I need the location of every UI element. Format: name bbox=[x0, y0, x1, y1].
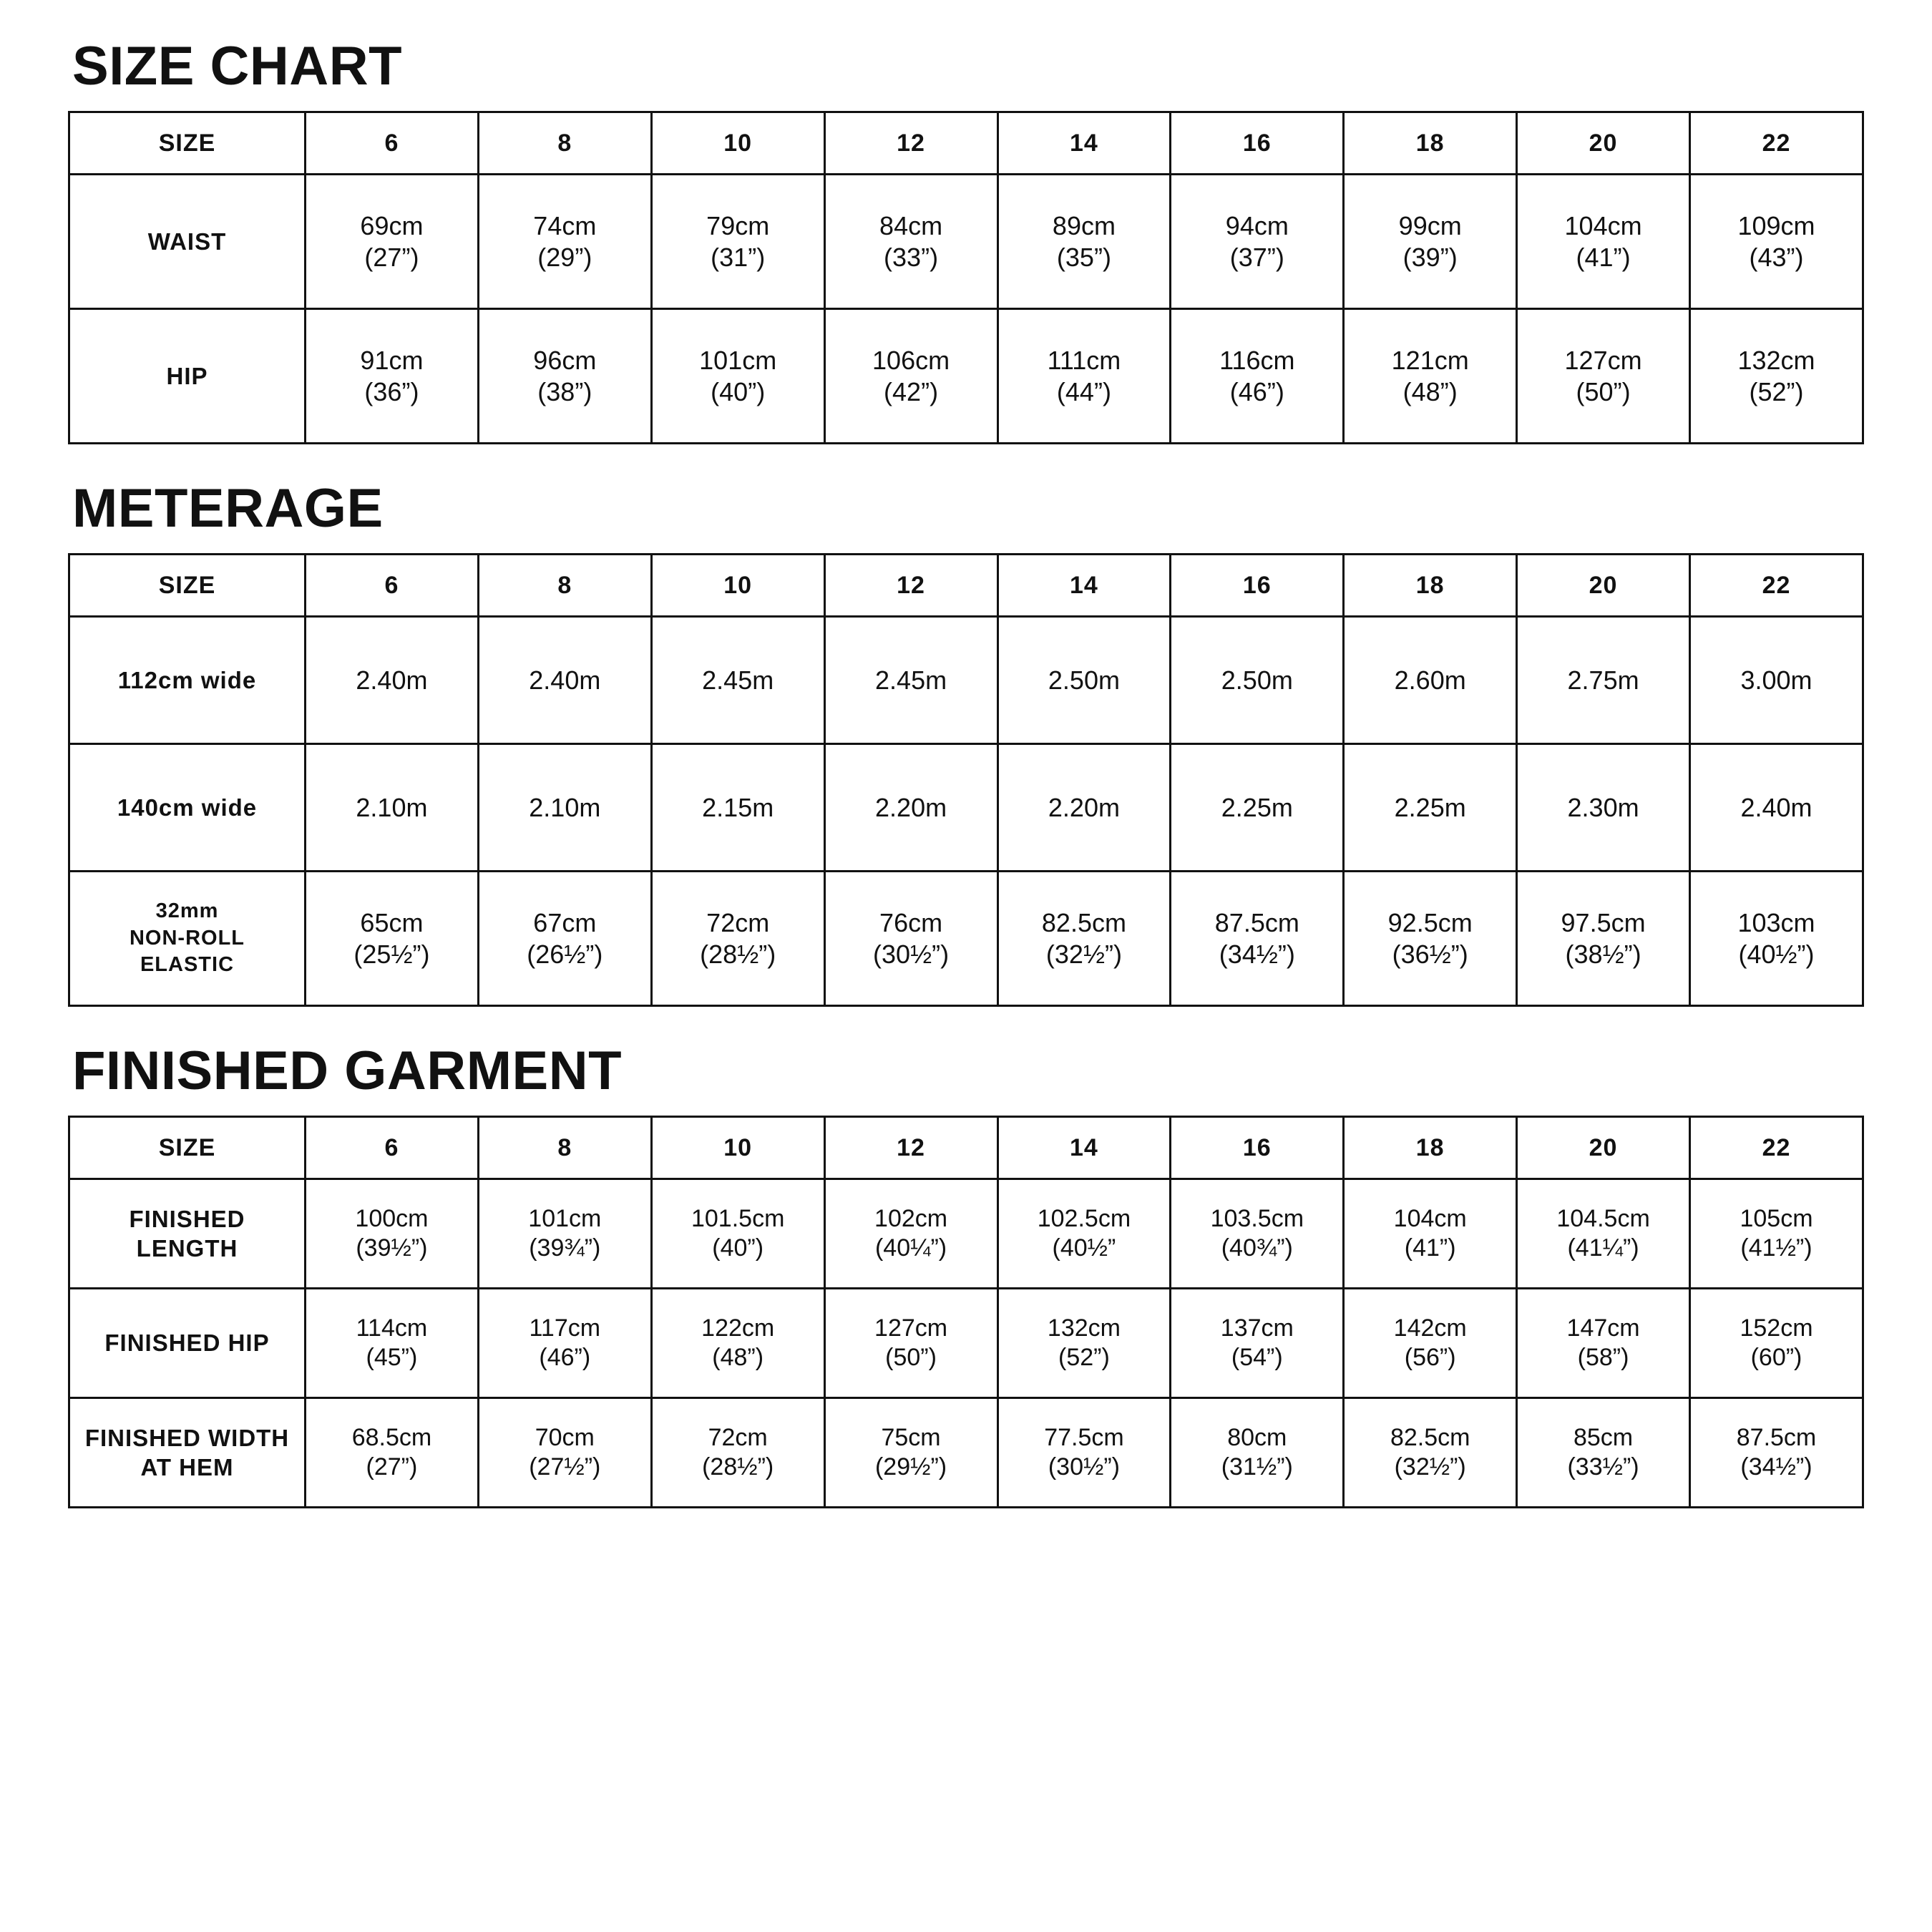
data-cell bbox=[1344, 744, 1517, 872]
data-cell bbox=[1690, 1398, 1863, 1508]
cell-metric: 111cm bbox=[1047, 345, 1121, 375]
cell-metric: 72cm bbox=[706, 907, 770, 937]
data-cell bbox=[651, 1289, 824, 1398]
cell-metric: 104cm bbox=[1564, 210, 1642, 240]
table-row bbox=[69, 872, 1863, 1006]
cell-metric: 67cm bbox=[533, 907, 597, 937]
cell-imperial: (52”) bbox=[1058, 1344, 1110, 1371]
data-cell bbox=[651, 744, 824, 872]
cell-metric: 82.5cm bbox=[1390, 1423, 1470, 1451]
header-cell: 20 bbox=[1517, 112, 1690, 175]
cell-metric: 109cm bbox=[1737, 210, 1815, 240]
cell-imperial: (42”) bbox=[884, 376, 939, 406]
row-label: HIP bbox=[69, 309, 306, 444]
section-title-finished-garment: FINISHED GARMENT bbox=[72, 1040, 622, 1101]
cell-imperial: (29”) bbox=[537, 242, 592, 272]
header-cell: 14 bbox=[997, 112, 1171, 175]
cell-imperial: (30½”) bbox=[1048, 1453, 1120, 1480]
data-cell bbox=[1171, 744, 1344, 872]
header-cell: 10 bbox=[651, 1117, 824, 1179]
section-finished-garment bbox=[68, 1040, 1864, 1508]
cell-metric: 132cm bbox=[1047, 1314, 1121, 1342]
data-cell bbox=[651, 872, 824, 1006]
table-row bbox=[69, 1398, 1863, 1508]
cell-metric: 99cm bbox=[1398, 210, 1462, 240]
data-cell bbox=[306, 872, 479, 1006]
cell-imperial: (34½”) bbox=[1219, 939, 1295, 969]
header-cell: 22 bbox=[1690, 1117, 1863, 1179]
header-cell: 6 bbox=[306, 112, 479, 175]
cell-metric: 77.5cm bbox=[1044, 1423, 1124, 1451]
cell-imperial: (30½”) bbox=[873, 939, 950, 969]
table-header-row bbox=[69, 112, 1863, 175]
cell-imperial: (28½”) bbox=[700, 939, 776, 969]
cell-metric: 80cm bbox=[1227, 1423, 1287, 1451]
row-label bbox=[69, 1179, 306, 1289]
header-cell: 20 bbox=[1517, 555, 1690, 617]
data-cell bbox=[478, 1289, 651, 1398]
cell-imperial: (44”) bbox=[1056, 376, 1111, 406]
cell-metric: 101cm bbox=[528, 1204, 602, 1232]
cell-metric: 103.5cm bbox=[1210, 1204, 1304, 1232]
data-cell bbox=[1344, 175, 1517, 309]
data-cell bbox=[478, 872, 651, 1006]
cell-imperial: (39¾”) bbox=[529, 1234, 601, 1262]
header-cell: SIZE bbox=[69, 555, 306, 617]
cell-metric: 103cm bbox=[1737, 907, 1815, 937]
cell-imperial: (37”) bbox=[1229, 242, 1284, 272]
cell-metric: 70cm bbox=[535, 1423, 595, 1451]
data-cell bbox=[1690, 872, 1863, 1006]
data-cell bbox=[1344, 309, 1517, 444]
row-label-line: LENGTH bbox=[136, 1235, 238, 1262]
cell-imperial: (31½”) bbox=[1221, 1453, 1293, 1480]
cell-value: 2.60m bbox=[1394, 665, 1466, 695]
row-label-line: AT HEM bbox=[140, 1454, 234, 1480]
cell-imperial: (33½”) bbox=[1567, 1453, 1639, 1480]
cell-metric: 114cm bbox=[356, 1314, 428, 1342]
cell-metric: 94cm bbox=[1225, 210, 1289, 240]
data-cell bbox=[1517, 309, 1690, 444]
section-title-size-chart: SIZE CHART bbox=[72, 36, 402, 97]
cell-value: 2.20m bbox=[1048, 792, 1120, 822]
cell-imperial: (36”) bbox=[364, 376, 419, 406]
cell-metric: 105cm bbox=[1740, 1204, 1813, 1232]
cell-metric: 97.5cm bbox=[1561, 907, 1646, 937]
cell-imperial: (39”) bbox=[1402, 242, 1458, 272]
cell-imperial: (60”) bbox=[1750, 1344, 1802, 1371]
finished-garment-table bbox=[68, 1116, 1864, 1508]
data-cell bbox=[1690, 175, 1863, 309]
cell-imperial: (41”) bbox=[1404, 1234, 1456, 1262]
cell-imperial: (35”) bbox=[1056, 242, 1111, 272]
cell-metric: 104.5cm bbox=[1556, 1204, 1650, 1232]
data-cell bbox=[997, 872, 1171, 1006]
header-cell: 20 bbox=[1517, 1117, 1690, 1179]
data-cell bbox=[478, 309, 651, 444]
cell-value: 2.15m bbox=[702, 792, 774, 822]
cell-imperial: (48”) bbox=[712, 1344, 764, 1371]
data-cell bbox=[478, 1398, 651, 1508]
cell-metric: 152cm bbox=[1740, 1314, 1813, 1342]
data-cell bbox=[824, 1289, 997, 1398]
data-cell bbox=[478, 175, 651, 309]
data-cell bbox=[1690, 1179, 1863, 1289]
data-cell bbox=[997, 309, 1171, 444]
cell-metric: 92.5cm bbox=[1387, 907, 1473, 937]
data-cell bbox=[1171, 1289, 1344, 1398]
section-size-chart bbox=[68, 36, 1864, 444]
data-cell bbox=[1344, 1289, 1517, 1398]
cell-imperial: (41½”) bbox=[1740, 1234, 1813, 1262]
cell-imperial: (39½”) bbox=[356, 1234, 428, 1262]
data-cell bbox=[1171, 617, 1344, 744]
header-cell: 22 bbox=[1690, 555, 1863, 617]
data-cell bbox=[824, 309, 997, 444]
data-cell bbox=[478, 617, 651, 744]
cell-value: 2.75m bbox=[1567, 665, 1639, 695]
data-cell bbox=[306, 1179, 479, 1289]
cell-imperial: (41”) bbox=[1576, 242, 1631, 272]
cell-imperial: (45”) bbox=[366, 1344, 418, 1371]
header-cell: 10 bbox=[651, 112, 824, 175]
cell-metric: 101cm bbox=[699, 345, 777, 375]
size-chart-table bbox=[68, 111, 1864, 444]
row-label-line: FINISHED bbox=[129, 1205, 245, 1232]
table-header-row bbox=[69, 555, 1863, 617]
cell-imperial: (25½”) bbox=[353, 939, 430, 969]
data-cell bbox=[651, 175, 824, 309]
cell-metric: 87.5cm bbox=[1736, 1423, 1817, 1451]
cell-metric: 85cm bbox=[1573, 1423, 1634, 1451]
cell-imperial: (58”) bbox=[1577, 1344, 1629, 1371]
cell-imperial: (48”) bbox=[1402, 376, 1458, 406]
table-row bbox=[69, 1289, 1863, 1398]
cell-metric: 127cm bbox=[874, 1314, 948, 1342]
cell-imperial: (52”) bbox=[1749, 376, 1804, 406]
cell-metric: 87.5cm bbox=[1214, 907, 1299, 937]
cell-imperial: (28½”) bbox=[702, 1453, 774, 1480]
cell-metric: 102.5cm bbox=[1037, 1204, 1131, 1232]
data-cell bbox=[651, 1179, 824, 1289]
data-cell bbox=[1517, 1289, 1690, 1398]
cell-metric: 137cm bbox=[1220, 1314, 1294, 1342]
cell-metric: 75cm bbox=[881, 1423, 941, 1451]
cell-imperial: (27”) bbox=[364, 242, 419, 272]
data-cell bbox=[306, 744, 479, 872]
data-cell bbox=[1171, 872, 1344, 1006]
data-cell bbox=[306, 617, 479, 744]
meterage-table bbox=[68, 553, 1864, 1007]
data-cell bbox=[1517, 1398, 1690, 1508]
data-cell bbox=[306, 1289, 479, 1398]
row-label-line: FINISHED WIDTH bbox=[84, 1424, 290, 1451]
cell-metric: 74cm bbox=[533, 210, 597, 240]
data-cell bbox=[1344, 617, 1517, 744]
data-cell bbox=[1690, 617, 1863, 744]
header-cell: 16 bbox=[1171, 112, 1344, 175]
cell-value: 2.25m bbox=[1221, 792, 1293, 822]
row-label bbox=[69, 872, 306, 1006]
row-label: FINISHED HIP bbox=[69, 1289, 306, 1398]
data-cell bbox=[1171, 1398, 1344, 1508]
cell-imperial: (46”) bbox=[1229, 376, 1284, 406]
header-cell: 18 bbox=[1344, 1117, 1517, 1179]
header-cell: 6 bbox=[306, 555, 479, 617]
cell-imperial: (38”) bbox=[537, 376, 592, 406]
cell-imperial: (27½”) bbox=[529, 1453, 601, 1480]
cell-imperial: (40”) bbox=[712, 1234, 764, 1262]
table-header-row bbox=[69, 1117, 1863, 1179]
cell-value: 2.10m bbox=[356, 792, 428, 822]
cell-imperial: (41¼”) bbox=[1567, 1234, 1639, 1262]
cell-metric: 122cm bbox=[701, 1314, 775, 1342]
section-title-meterage: METERAGE bbox=[72, 478, 384, 539]
cell-imperial: (40½” bbox=[1052, 1234, 1116, 1262]
cell-imperial: (33”) bbox=[884, 242, 939, 272]
data-cell bbox=[651, 617, 824, 744]
cell-value: 2.45m bbox=[702, 665, 774, 695]
cell-metric: 79cm bbox=[706, 210, 770, 240]
data-cell bbox=[651, 309, 824, 444]
cell-metric: 102cm bbox=[874, 1204, 948, 1232]
data-cell bbox=[306, 309, 479, 444]
data-cell bbox=[824, 872, 997, 1006]
row-label: WAIST bbox=[69, 175, 306, 309]
cell-imperial: (54”) bbox=[1231, 1344, 1283, 1371]
table-row bbox=[69, 1179, 1863, 1289]
cell-metric: 65cm bbox=[360, 907, 424, 937]
row-label: 112cm wide bbox=[69, 617, 306, 744]
cell-imperial: (31”) bbox=[711, 242, 766, 272]
data-cell bbox=[1344, 1398, 1517, 1508]
cell-value: 2.45m bbox=[875, 665, 947, 695]
data-cell bbox=[1171, 1179, 1344, 1289]
row-label: 140cm wide bbox=[69, 744, 306, 872]
cell-metric: 72cm bbox=[708, 1423, 768, 1451]
data-cell bbox=[1517, 872, 1690, 1006]
data-cell bbox=[1517, 175, 1690, 309]
row-label-line: NON-ROLL bbox=[129, 926, 245, 950]
data-cell bbox=[306, 175, 479, 309]
section-meterage bbox=[68, 478, 1864, 1007]
cell-metric: 104cm bbox=[1393, 1204, 1467, 1232]
data-cell bbox=[478, 744, 651, 872]
header-cell: 8 bbox=[478, 555, 651, 617]
header-cell: SIZE bbox=[69, 1117, 306, 1179]
cell-imperial: (50”) bbox=[885, 1344, 937, 1371]
header-cell: 14 bbox=[997, 555, 1171, 617]
data-cell bbox=[1517, 744, 1690, 872]
table-row bbox=[69, 617, 1863, 744]
cell-value: 2.50m bbox=[1048, 665, 1120, 695]
data-cell bbox=[997, 1289, 1171, 1398]
cell-value: 2.50m bbox=[1221, 665, 1293, 695]
cell-metric: 68.5cm bbox=[351, 1423, 432, 1451]
cell-value: 2.30m bbox=[1567, 792, 1639, 822]
header-cell: 10 bbox=[651, 555, 824, 617]
data-cell bbox=[306, 1398, 479, 1508]
cell-metric: 76cm bbox=[879, 907, 943, 937]
cell-imperial: (38½”) bbox=[1565, 939, 1641, 969]
header-cell: 14 bbox=[997, 1117, 1171, 1179]
data-cell bbox=[997, 744, 1171, 872]
data-cell bbox=[1690, 309, 1863, 444]
cell-metric: 132cm bbox=[1737, 345, 1815, 375]
header-cell: 8 bbox=[478, 112, 651, 175]
cell-imperial: (26½”) bbox=[527, 939, 603, 969]
cell-imperial: (43”) bbox=[1749, 242, 1804, 272]
data-cell bbox=[824, 1398, 997, 1508]
cell-value: 2.40m bbox=[356, 665, 428, 695]
header-cell: 16 bbox=[1171, 1117, 1344, 1179]
row-label-line: ELASTIC bbox=[140, 953, 235, 977]
data-cell bbox=[1171, 309, 1344, 444]
cell-imperial: (50”) bbox=[1576, 376, 1631, 406]
cell-metric: 147cm bbox=[1566, 1314, 1640, 1342]
table-row bbox=[69, 309, 1863, 444]
cell-metric: 100cm bbox=[355, 1204, 429, 1232]
header-cell: 6 bbox=[306, 1117, 479, 1179]
cell-imperial: (46”) bbox=[539, 1344, 591, 1371]
cell-imperial: (40”) bbox=[711, 376, 766, 406]
header-cell: 16 bbox=[1171, 555, 1344, 617]
cell-metric: 116cm bbox=[1219, 345, 1295, 375]
cell-value: 2.25m bbox=[1394, 792, 1466, 822]
header-cell: 18 bbox=[1344, 112, 1517, 175]
data-cell bbox=[824, 175, 997, 309]
cell-imperial: (27”) bbox=[366, 1453, 418, 1480]
cell-imperial: (40¾”) bbox=[1221, 1234, 1293, 1262]
cell-metric: 127cm bbox=[1564, 345, 1642, 375]
data-cell bbox=[997, 175, 1171, 309]
data-cell bbox=[824, 617, 997, 744]
data-cell bbox=[1690, 1289, 1863, 1398]
cell-value: 2.40m bbox=[1740, 792, 1813, 822]
cell-metric: 101.5cm bbox=[691, 1204, 785, 1232]
data-cell bbox=[1344, 1179, 1517, 1289]
header-cell: 12 bbox=[824, 112, 997, 175]
cell-metric: 89cm bbox=[1052, 210, 1116, 240]
cell-imperial: (32½”) bbox=[1045, 939, 1122, 969]
header-cell: 8 bbox=[478, 1117, 651, 1179]
cell-imperial: (36½”) bbox=[1392, 939, 1468, 969]
cell-value: 2.20m bbox=[875, 792, 947, 822]
cell-imperial: (40½”) bbox=[1738, 939, 1815, 969]
cell-imperial: (40¼”) bbox=[874, 1234, 947, 1262]
cell-metric: 69cm bbox=[360, 210, 424, 240]
cell-imperial: (32½”) bbox=[1394, 1453, 1466, 1480]
cell-metric: 84cm bbox=[879, 210, 943, 240]
header-cell: 12 bbox=[824, 555, 997, 617]
cell-metric: 96cm bbox=[533, 345, 597, 375]
header-cell: 18 bbox=[1344, 555, 1517, 617]
data-cell bbox=[1517, 1179, 1690, 1289]
data-cell bbox=[1517, 617, 1690, 744]
data-cell bbox=[824, 1179, 997, 1289]
data-cell bbox=[651, 1398, 824, 1508]
cell-metric: 142cm bbox=[1393, 1314, 1467, 1342]
data-cell bbox=[997, 1179, 1171, 1289]
cell-metric: 91cm bbox=[360, 345, 424, 375]
cell-value: 2.10m bbox=[529, 792, 601, 822]
row-label-line: 32mm bbox=[155, 899, 219, 922]
header-cell: 12 bbox=[824, 1117, 997, 1179]
cell-metric: 82.5cm bbox=[1041, 907, 1126, 937]
cell-imperial: (29½”) bbox=[874, 1453, 947, 1480]
cell-metric: 117cm bbox=[529, 1314, 601, 1342]
cell-imperial: (34½”) bbox=[1740, 1453, 1813, 1480]
data-cell bbox=[997, 1398, 1171, 1508]
header-cell: SIZE bbox=[69, 112, 306, 175]
cell-metric: 106cm bbox=[872, 345, 950, 375]
header-cell: 22 bbox=[1690, 112, 1863, 175]
data-cell bbox=[1171, 175, 1344, 309]
row-label bbox=[69, 1398, 306, 1508]
data-cell bbox=[1690, 744, 1863, 872]
data-cell bbox=[824, 744, 997, 872]
data-cell bbox=[997, 617, 1171, 744]
data-cell bbox=[478, 1179, 651, 1289]
data-cell bbox=[1344, 872, 1517, 1006]
cell-metric: 121cm bbox=[1391, 345, 1469, 375]
cell-value: 3.00m bbox=[1740, 665, 1813, 695]
cell-value: 2.40m bbox=[529, 665, 601, 695]
table-row bbox=[69, 744, 1863, 872]
cell-imperial: (56”) bbox=[1404, 1344, 1456, 1371]
table-row bbox=[69, 175, 1863, 309]
